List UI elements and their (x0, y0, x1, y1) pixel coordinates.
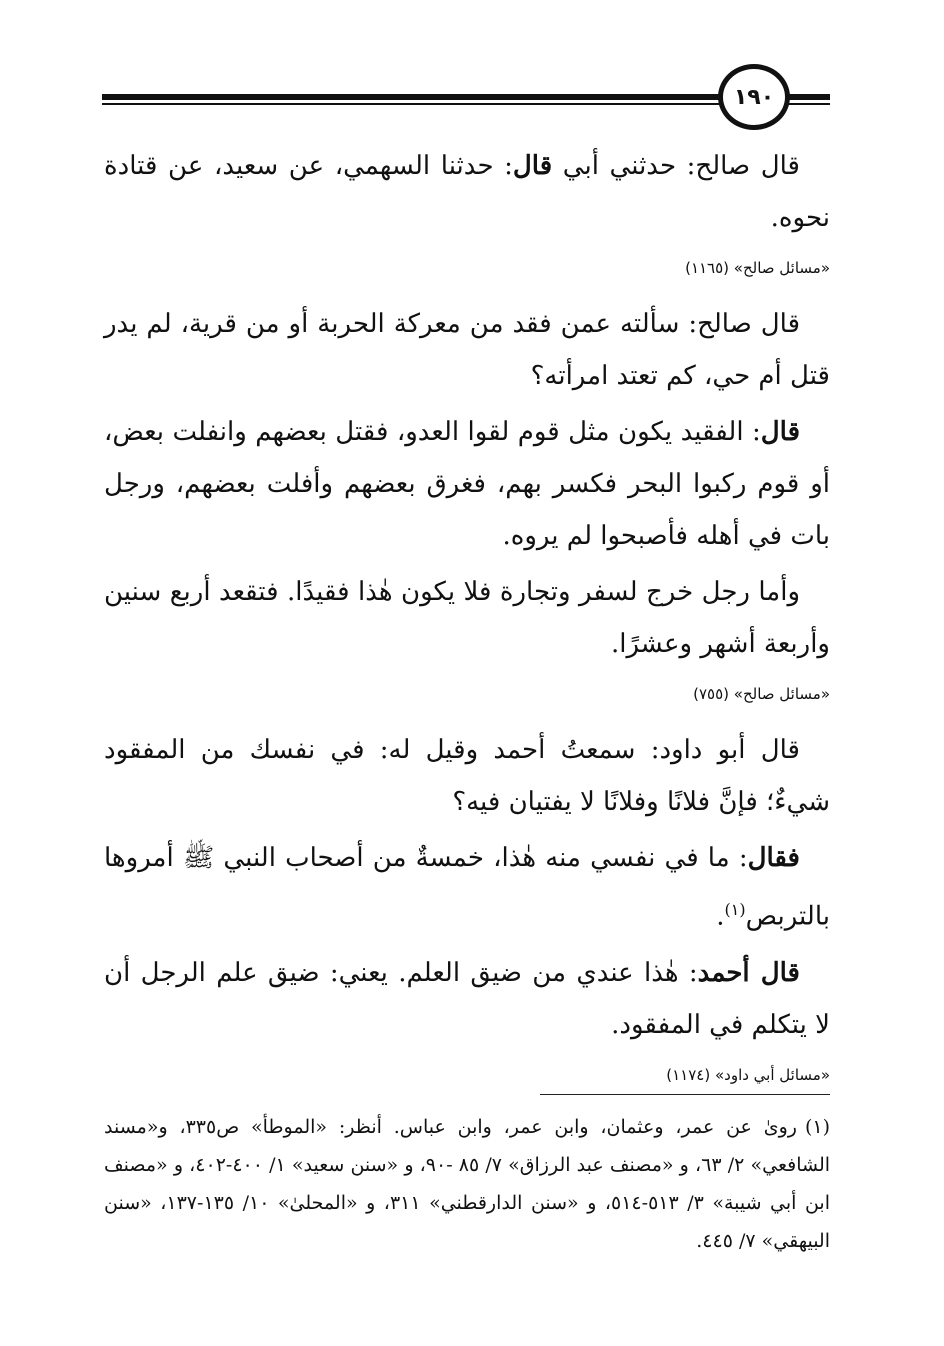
footnote-reference[interactable]: (١) (724, 900, 746, 919)
paragraph-3-rest: : الفقيد يكون مثل قوم لقوا العدو، فقتل بعضهم وانفلت بعض، أو قوم ركبوا البحر فكسر بهم، فغرق بعضهم وأفلت بعضهم، ورجل بات في أهله فأصبحوا لم يروه. (104, 417, 830, 551)
paragraph-6-rest: : ما في نفسي منه هٰذا، خمسةٌ من أصحاب النبي ﷺ أمروها بالتربص (104, 843, 830, 932)
paragraph-2 (104, 298, 830, 402)
paragraph-7-bold: قال أحمد (697, 957, 800, 988)
page-number-text: ١٩٠ (733, 84, 775, 110)
paragraph-5-text: قال أبو داود: سمعتُ أحمد وقيل له: في نفسك من المفقود شيءٌ؛ فإنَّ فلانًا وفلانًا لا يفتيان فيه؟ (104, 735, 830, 817)
footnote-marker: (١) (804, 1116, 831, 1138)
footnote-text: روىٰ عن عمر، وعثمان، وابن عمر، وابن عباس. أنظر: «الموطأ» ص٣٣٥، و«مسند الشافعي» ٢/ ٦٣، و «مصنف عبد الرزاق» ٧/ ٨٥ -٩٠، و «سنن سعيد» ١/ ٤٠٠-٤٠٢، و «مصنف ابن أبي شيبة» ٣/ ٥١٣-٥١٤، و «سنن الدارقطني» ٣١١، و «المحلىٰ» ١٠/ ١٣٥-١٣٧، «سنن البيهقي» ٧/ ٤٤٥. (104, 1116, 831, 1252)
source-citation-2: «مسائل صالح» (٧٥٥) (693, 685, 830, 703)
paragraph-5 (104, 724, 830, 828)
paragraph-1-text: قال صالح: حدثني أبي (552, 151, 800, 181)
source-citation-3: «مسائل أبي داود» (١١٧٤) (666, 1065, 830, 1084)
source-citation-1: «مسائل صالح» (١١٦٥) (685, 259, 830, 277)
main-text (104, 140, 830, 1105)
paragraph-3 (104, 406, 830, 562)
paragraph-6-bold: فقال (747, 843, 800, 873)
paragraph-3-bold: قال (760, 417, 800, 447)
paragraph-1 (104, 140, 830, 244)
footnote-divider (540, 1094, 830, 1095)
paragraph-2-text: قال صالح: سألته عمن فقد من معركة الحربة أو من قرية، لم يدر قتل أم حي، كم تعتد امرأته؟ (104, 309, 830, 391)
footnotes (104, 1108, 830, 1260)
paragraph-1-bold: قال (512, 151, 553, 181)
paragraph-4 (104, 566, 830, 670)
paragraph-1-rest: : حدثنا السهمي، عن سعيد، عن قتادة نحوه. (104, 151, 830, 233)
paragraph-6 (104, 832, 830, 943)
paragraph-6-tail: . (716, 901, 725, 932)
paragraph-7-rest: : هٰذا عندي من ضيق العلم. يعني: ضيق علم الرجل أن لا يتكلم في المفقود. (104, 957, 830, 1040)
paragraph-7 (104, 947, 830, 1051)
paragraph-4-text: وأما رجل خرج لسفر وتجارة فلا يكون هٰذا فقيدًا. فتقعد أربع سنين وأربعة أشهر وعشرًا. (104, 577, 830, 659)
page-number (718, 64, 790, 130)
